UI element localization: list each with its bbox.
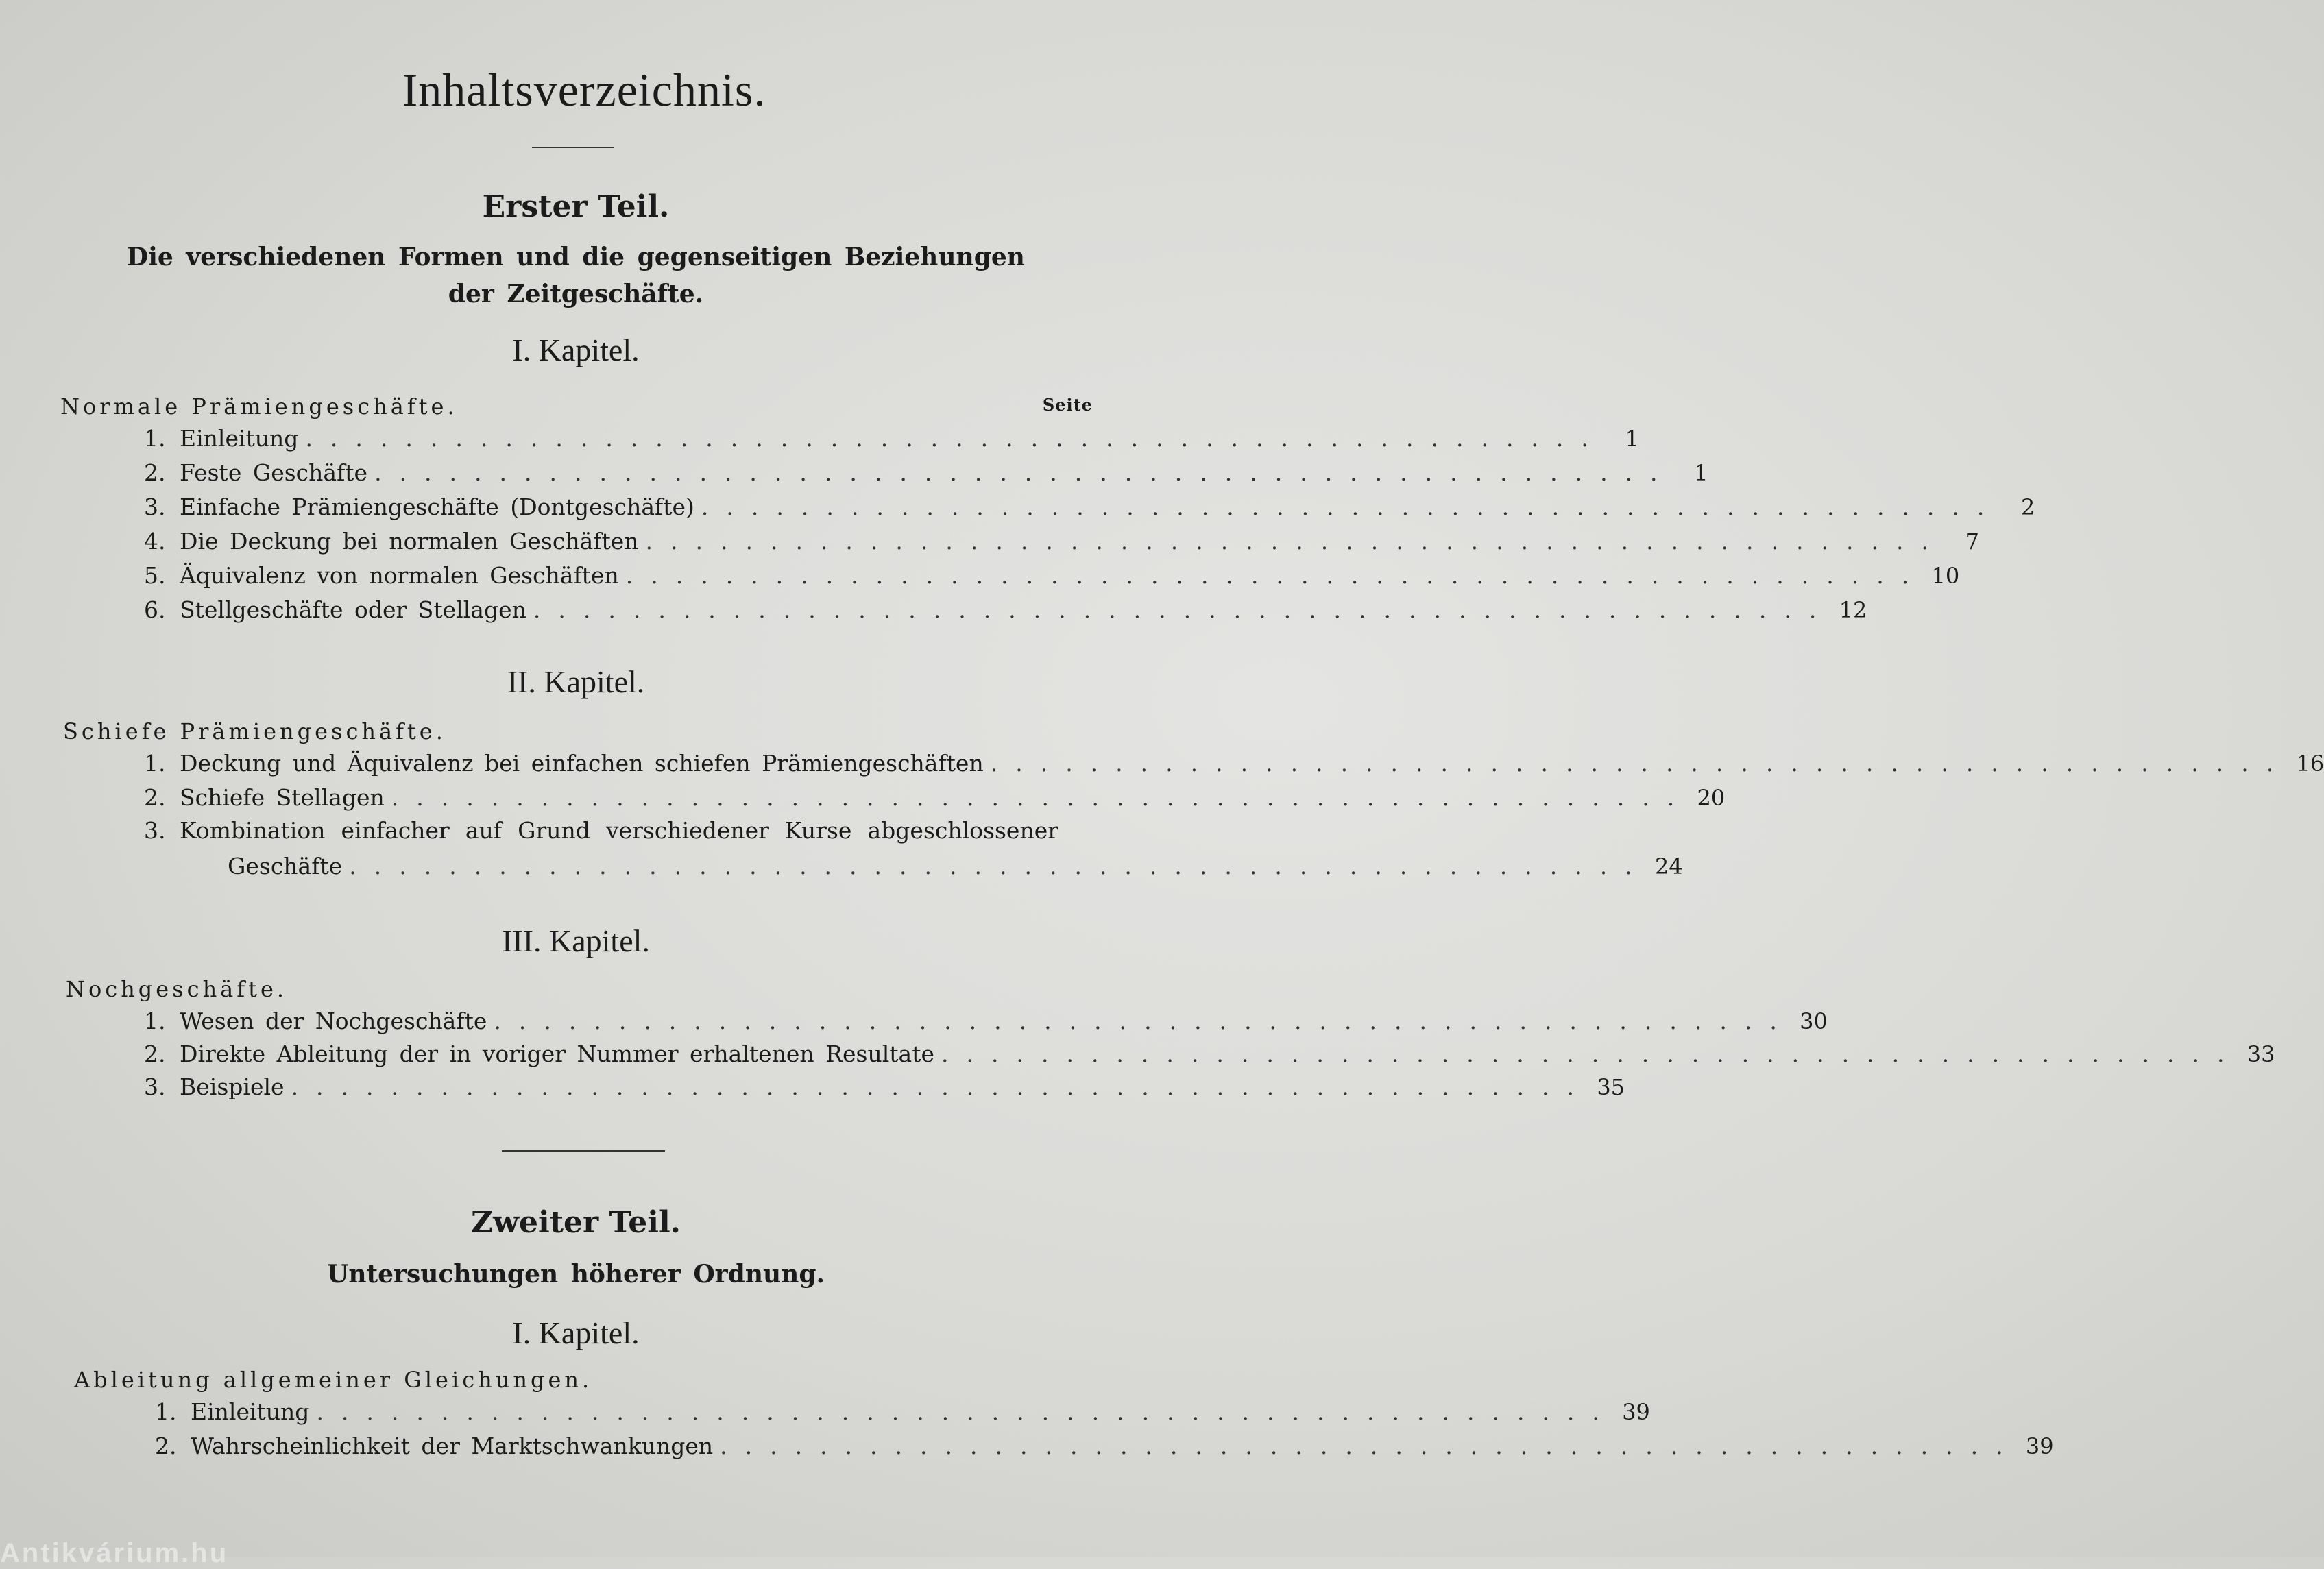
entry-number: 2. <box>144 784 166 811</box>
dot-leader: .................................................... <box>941 1041 2242 1067</box>
part1-subtitle: Die verschiedenen Formen und die gegenseitigen Beziehungen der Zeitgeschäfte. <box>127 243 1025 308</box>
watermark: Antikvárium.hu <box>0 1538 229 1568</box>
dot-leader: .................................................... <box>316 1398 1617 1425</box>
dot-leader: .................................................... <box>990 750 2292 777</box>
entry-title: Wahrscheinlichkeit der Marktschwankungen <box>191 1433 714 1459</box>
toc-entry <box>144 596 1867 629</box>
entry-page: 1 <box>1625 426 1639 452</box>
entry-number: 1. <box>144 1008 166 1034</box>
p2-chapter1-heading: I. Kapitel. <box>512 1315 640 1350</box>
toc-entry <box>144 1008 1828 1041</box>
dot-leader: .................................................... <box>701 494 2002 520</box>
toc-entry <box>144 494 2035 526</box>
entry-title: Äquivalenz von normalen Geschäften <box>180 562 619 589</box>
entry-page: 1 <box>1694 460 1708 486</box>
entry-number: 3. <box>144 494 166 520</box>
p1-c2-section-title: Schiefe Prämiengeschäfte. <box>63 718 446 744</box>
entry-page: 35 <box>1597 1074 1625 1100</box>
part-divider <box>502 1150 665 1152</box>
entry-number: 4. <box>144 528 166 555</box>
entry-page: 20 <box>1697 785 1726 811</box>
part1-heading: Erster Teil. <box>482 189 670 224</box>
toc-entry <box>144 1073 1625 1106</box>
dot-leader: .................................................... <box>533 596 1835 623</box>
entry-page: 24 <box>1655 853 1683 879</box>
p1-chapter1-heading: I. Kapitel. <box>512 332 640 367</box>
part2-subtitle: Untersuchungen höherer Ordnung. <box>326 1260 825 1289</box>
part2-heading: Zweiter Teil. <box>471 1205 681 1240</box>
entry-page: 30 <box>1800 1008 1828 1034</box>
entry-number: 2. <box>144 1041 166 1067</box>
toc-entry-multiline <box>144 817 1683 888</box>
entry-number: 3. <box>144 817 166 844</box>
entry-title: Deckung und Äquivalenz bei einfachen schiefen Prämiengeschäften <box>180 750 984 777</box>
dot-leader: .................................................... <box>625 562 1927 589</box>
entry-title: Beispiele <box>180 1073 285 1100</box>
dot-leader: .................................................... <box>720 1433 2021 1459</box>
entry-title: Kombination einfacher auf Grund verschiedener Kurse abgeschlossener <box>180 817 1058 844</box>
toc-entry <box>144 1041 2275 1073</box>
toc-entry <box>144 784 1726 817</box>
entry-title: Einleitung <box>180 425 299 452</box>
entry-page: 39 <box>2025 1433 2054 1459</box>
dot-leader: .................................................... <box>391 784 1693 811</box>
entry-page: 39 <box>1622 1399 1650 1425</box>
entry-title: Die Deckung bei normalen Geschäften <box>180 528 639 555</box>
dot-leader: .................................................... <box>291 1073 1593 1100</box>
seite-label: Seite <box>1042 395 1093 415</box>
entry-number: 1. <box>144 750 166 777</box>
p2-c1-section-title: Ableitung allgemeiner Gleichungen. <box>74 1367 593 1393</box>
entry-title: Einleitung <box>191 1398 310 1425</box>
entry-page: 7 <box>1965 528 1979 555</box>
p1-chapter2-heading: II. Kapitel. <box>507 664 645 699</box>
entry-page: 33 <box>2247 1041 2275 1067</box>
entry-number: 3. <box>144 1073 166 1100</box>
toc-entry <box>144 528 1979 561</box>
toc-entry <box>144 459 1708 492</box>
entry-title: Stellgeschäfte oder Stellagen <box>180 596 526 623</box>
toc-entry <box>144 425 1639 458</box>
entry-title: Wesen der Nochgeschäfte <box>180 1008 487 1034</box>
p1-chapter3-heading: III. Kapitel. <box>502 923 650 958</box>
p1-c3-section-title: Nochgeschäfte. <box>66 976 288 1002</box>
entry-title: Direkte Ableitung der in voriger Nummer erhaltenen Resultate <box>180 1041 934 1067</box>
toc-entry <box>155 1398 1650 1431</box>
toc-entry <box>144 562 1960 595</box>
entry-title-continued: Geschäfte <box>228 853 343 879</box>
entry-title: Feste Geschäfte <box>180 459 368 486</box>
p1-c1-section-title: Normale Prämiengeschäfte. <box>60 393 458 419</box>
toc-entry <box>144 750 2324 783</box>
dot-leader: .................................................... <box>374 459 1675 486</box>
entry-number: 5. <box>144 562 166 589</box>
title-divider <box>532 147 614 148</box>
toc-entry <box>155 1433 2054 1465</box>
dot-leader: .................................................... <box>494 1008 1795 1034</box>
entry-title: Schiefe Stellagen <box>180 784 385 811</box>
page-title: Inhaltsverzeichnis. <box>402 64 766 116</box>
entry-number: 1. <box>155 1398 177 1425</box>
entry-number: 6. <box>144 596 166 623</box>
dot-leader: .................................................... <box>349 853 1650 879</box>
dot-leader: .................................................... <box>645 528 1946 555</box>
entry-page: 12 <box>1839 597 1867 623</box>
entry-number: 2. <box>155 1433 177 1459</box>
entry-number: 2. <box>144 459 166 486</box>
entry-number: 1. <box>144 425 166 452</box>
entry-title: Einfache Prämiengeschäfte (Dontgeschäfte) <box>180 494 694 520</box>
entry-page: 2 <box>2021 494 2035 520</box>
dot-leader: .................................................... <box>305 425 1606 452</box>
entry-page: 16 <box>2296 751 2324 777</box>
entry-page: 10 <box>1931 563 1960 589</box>
